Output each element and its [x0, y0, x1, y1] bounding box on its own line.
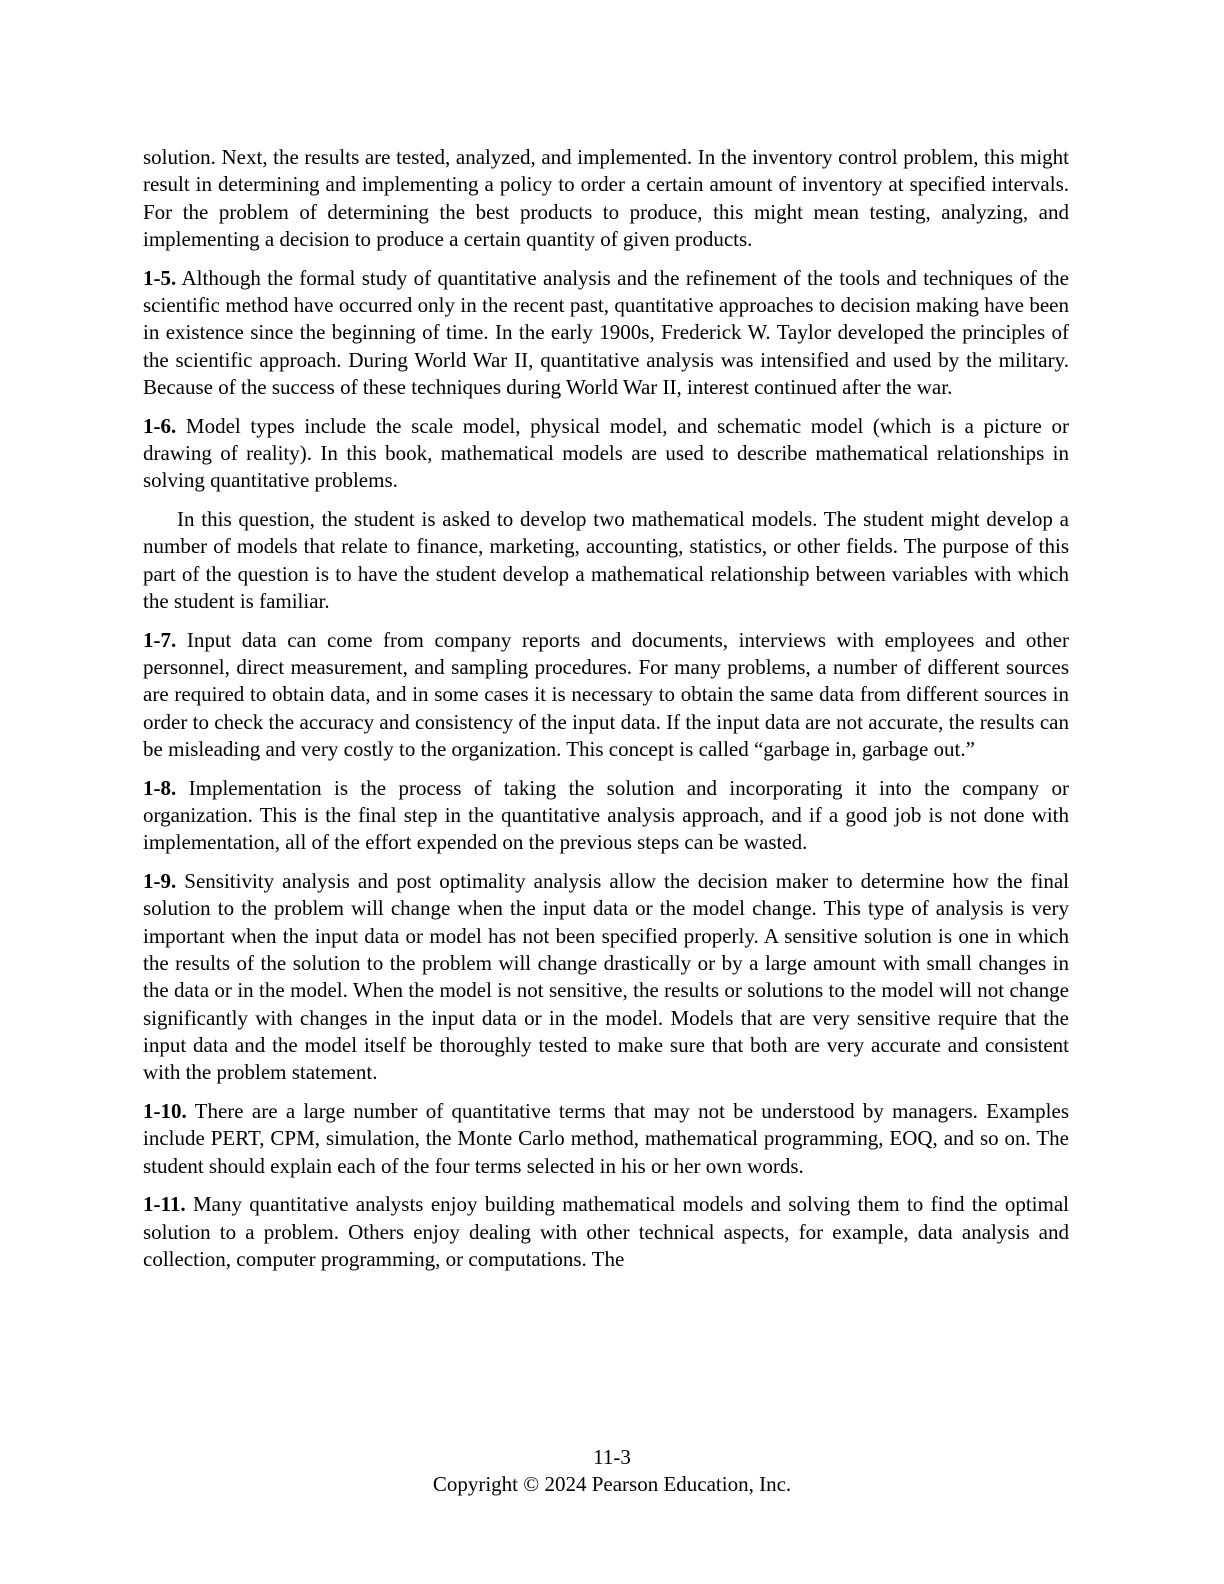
paragraph-text: There are a large number of quantitative terms that may not be understood by managers. Examples include PERT, CPM, simulation, the Monte Carlo method, mathematical programming, EOQ, and so on. The student should explain each of the four terms selected in his or her own words.: [143, 1099, 1069, 1178]
answer-1-9: [143, 868, 1069, 1086]
page-number: 11-3: [593, 1445, 631, 1469]
answer-number: 1-10.: [143, 1099, 187, 1123]
paragraph-text: Although the formal study of quantitative analysis and the refinement of the tools and techniques of the scientific method have occurred only in the recent past, quantitative approaches to decision making have been in existence since the beginning of time. In the early 1900s, Frederick W. Taylor developed the principles of the scientific approach. During World War II, quantitative analysis was intensified and used by the military. Because of the success of these techniques during World War II, interest continued after the war.: [143, 265, 1069, 399]
answer-1-8: [143, 775, 1069, 857]
answer-number: 1-11.: [143, 1192, 186, 1217]
paragraph-text: In this question, the student is asked to develop two mathematical models. The student might develop a number of models that relate to finance, marketing, accounting, statistics, or other fields. The purpose of this part of the question is to have the student develop a mathematical relationship between variables with which the student is familiar.: [143, 507, 1069, 613]
answer-number: 1-6.: [143, 413, 177, 438]
page-body: [143, 144, 1069, 1285]
paragraph-text: Input data can come from company reports and documents, interviews with employees and other personnel, direct measurement, and sampling procedures. For many problems, a number of different sources are required to obtain data, and in some cases it is necessary to obtain the same data from different sources in order to check the accuracy and consistency of the input data. If the input data are not accurate, the results can be misleading and very costly to the organization. This concept is called “garbage in, garbage out.”: [143, 627, 1069, 761]
answer-1-10: [143, 1098, 1069, 1180]
answer-number: 1-7.: [143, 627, 177, 652]
paragraph-text: Many quantitative analysts enjoy building mathematical models and solving them to find the optimal solution to a problem. Others enjoy dealing with other technical aspects, for example, data analysis and collection, computer programming, or computations. The: [143, 1192, 1069, 1271]
answer-1-6: [143, 413, 1069, 495]
paragraph-text: Implementation is the process of taking the solution and incorporating it into the company or organization. This is the final step in the quantitative analysis approach, and if a good job is not done with implementation, all of the effort expended on the previous steps can be wasted.: [143, 775, 1069, 855]
answer-number: 1-8.: [143, 775, 177, 800]
answer-1-6-continued: [143, 506, 1069, 615]
answer-1-7: [143, 627, 1069, 763]
paragraph-text: Model types include the scale model, physical model, and schematic model (which is a picture or drawing of reality). In this book, mathematical models are used to describe mathematical relationships in solving quantitative problems.: [143, 413, 1069, 493]
copyright-notice: Copyright © 2024 Pearson Education, Inc.: [432, 1472, 792, 1496]
paragraph-text: solution. Next, the results are tested, analyzed, and implemented. In the inventory control problem, this might result in determining and implementing a policy to order a certain amount of inventory at specified intervals. For the problem of determining the best products to produce, this might mean testing, analyzing, and implementing a decision to produce a certain quantity of given products.: [143, 145, 1069, 251]
answer-number: 1-9.: [143, 869, 177, 894]
answer-1-5: [143, 265, 1069, 401]
answer-number: 1-5.: [143, 265, 177, 290]
paragraph-text: Sensitivity analysis and post optimality analysis allow the decision maker to determine how the final solution to the problem will change when the input data or the model change. This type of analysis is very important when the input data or model has not been specified properly. A sensitive solution is one in which the results of the solution to the problem will change drastically or by a large amount with small changes in the data or in the model. When the model is not sensitive, the results or solutions to the model will not change significantly with changes in the input data or in the model. Models that are very sensitive require that the input data and the model itself be thoroughly tested to make sure that both are very accurate and consistent with the problem statement.: [143, 869, 1069, 1085]
paragraph-continuation: [143, 144, 1069, 253]
answer-1-11: [143, 1191, 1069, 1273]
